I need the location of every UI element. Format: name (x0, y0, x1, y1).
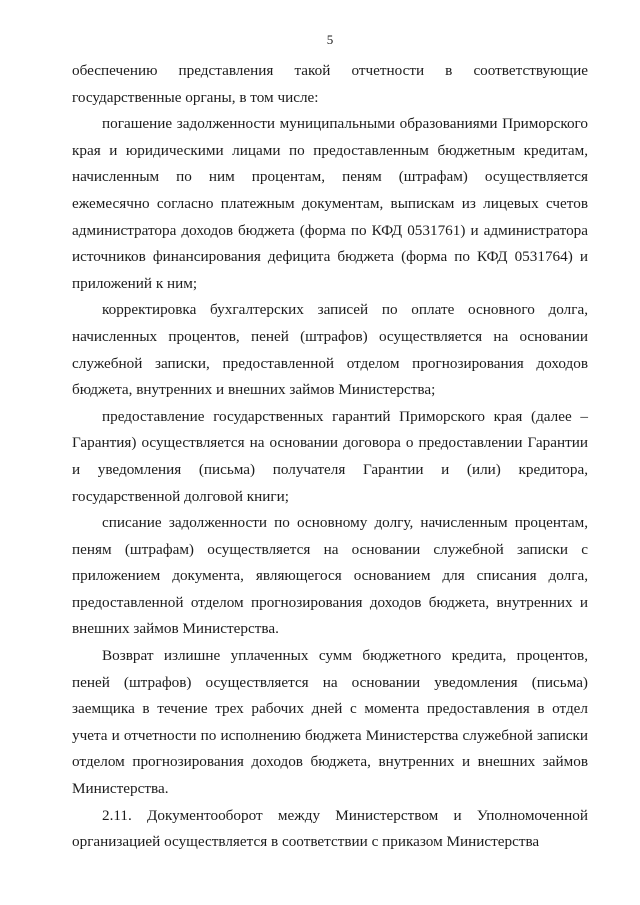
paragraph-accounting-correction: корректировка бухгалтерских записей по оплате основного долга, начисленных процентов, пеней (штрафов) осуществляется на основании служебной записки, предоставленной отделом прогнозирования доходов бюджета, внутренних и внешних займов Министерства; (72, 301, 588, 399)
page-number: 5 (326, 32, 334, 47)
paragraph-debt-write-off: списание задолженности по основному долгу, начисленным процентам, пеням (штрафам) осуществляется на основании служебной записки с приложением документа, являющегося основанием для списания долга, предоставленной отделом прогнозирования доходов бюджета, внутренних и внешних займов Министерства. (72, 514, 588, 638)
paragraph-guarantees: предоставление государственных гарантий Приморского края (далее – Гарантия) осуществляется на основании договора о предоставлении Гарантии и уведомления (письма) получателя Гарантии и (или) кредитора, государственной долговой книги; (72, 407, 588, 505)
paragraph-section-2-11: 2.11. Документооборот между Министерством и Уполномоченной организацией осуществляется в соответствии с приказом Министерства (72, 806, 588, 851)
paragraph-intro: обеспечению представления такой отчетности в соответствующие государственные органы, в том числе: (72, 62, 588, 106)
paragraph-debt-repayment: погашение задолженности муниципальными образованиями Приморского края и юридическими лицами по предоставленным бюджетным кредитам, начисленным по ним процентам, пеням (штрафам) осуществляется ежемесячно согласно платежным документам, выпискам из лицевых счетов администратора доходов бюджета (форма по КФД 0531761) и администратора источников финансирования дефицита бюджета (форма по КФД 0531764) и приложений к ним; (72, 115, 588, 292)
paragraph-refund: Возврат излишне уплаченных сумм бюджетного кредита, процентов, пеней (штрафов) осуществляется на основании уведомления (письма) заемщика в течение трех рабочих дней с момента предоставления в отдел учета и отчетности по исполнению бюджета Министерства служебной записки отделом прогнозирования доходов бюджета, внутренних и внешних займов Министерства. (72, 647, 588, 798)
